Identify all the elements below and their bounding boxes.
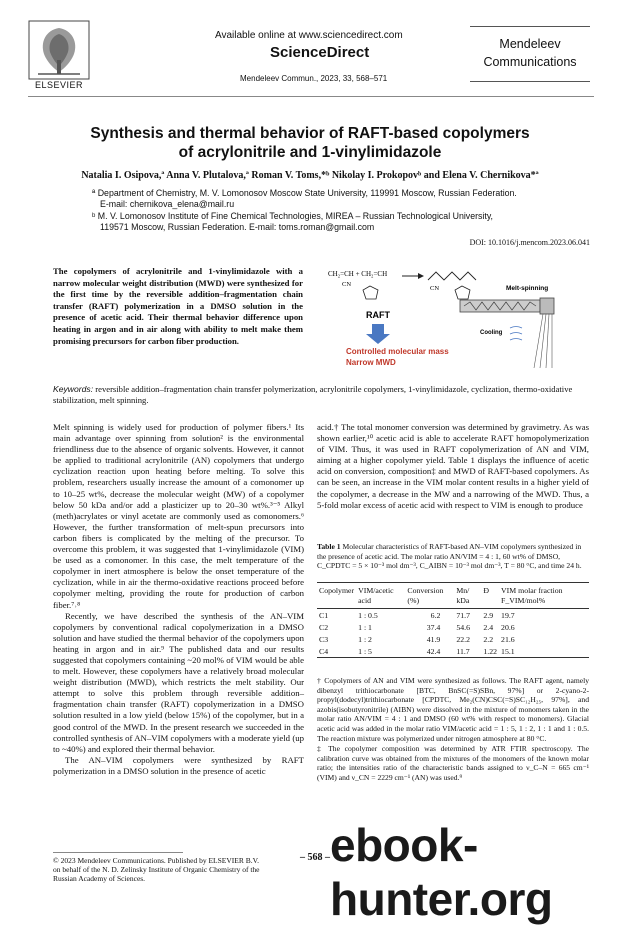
table-cell: 41.9 [426,634,441,644]
body-right-column [317,422,589,511]
result-line1: Controlled molecular mass [346,347,449,356]
table-header: Conversion (%) [405,583,454,609]
table-cell: 11.7 [454,645,481,658]
table-cell: 20.6 [501,622,515,632]
body-paragraph: acid.† The total monomer conversion was determined by gravimetry. As was shown earlier,¹⁰ acetic acid is able to accelerate RAFT homopolymerization of VIM. Thus, it was used in RAFT copolymerization of AN and VIM, aiming at a higher copolymer yield. Table 1 displays the influence of acetic acid on conversion, composition‡ and MWD of RAFT-based copolymers. As can be seen, an increase in the VIM molar content results in a higher yield of the copolymer, a decrease in the MW and a narrowing of the MWD. Thus, a 5-fold molar excess of acetic acid with respect to VIM is enough to produce [317,422,589,510]
table-cell: 42.4 [405,645,454,658]
footer-divider [53,852,183,853]
table-row [317,609,589,622]
table-header: VIM/acetic acid [356,583,405,609]
keywords [53,384,588,406]
cooling-arrows-icon [510,327,522,341]
graphical-abstract [320,262,580,372]
table-cell: C4 [317,645,356,658]
watermark: ebook-hunter.org [330,819,553,925]
polymer-imidazole-icon [455,286,470,299]
footnote: † Copolymers of AN and VIM were synthesized as follows. The RAFT agent, namely dibenzyl trithiocarbonate [BTC, BnSC(=S)SBn, 97%] or 2-cyano-2-propyl(dodecyl)trithiocarbonate [CPDTC, Me₂(CN)CSC(=S)SC₁₂H₂₅, 97%], and azobis(isobutyronitrile) (AIBN) were dissolved in the mixture of monomers taken in the molar ratio AN/VIM = 4 : 1 and DMSO (60 wt% with respect to monomers). Glacial acetic acid was added in the molar ratio VIM/acetic acid = 1 : 5, 1 : 2, 1 : 1 and 1 : 0.5. The reaction mixture was polymerized under nitrogen atmosphere at 80 °C. [317,676,589,743]
table-cell: 15.1 [499,645,589,658]
table-header: VIM molar fraction F_VIM/mol% [499,583,589,609]
table-cell: 1 : 2 [358,634,372,644]
copyright-line: © 2023 Mendeleev Communications. Published by ELSEVIER B.V. [53,856,259,865]
table-header: Đ [481,583,499,609]
raft-label: RAFT [366,310,390,320]
table-cell: 1 : 0.5 [358,610,378,620]
table-cell: 2.9 [483,610,494,620]
results-table [317,582,589,658]
page-number: – 568 – [300,852,330,863]
polymer-chain-icon [428,272,476,280]
table-cell: 54.6 [456,622,470,632]
doi-link[interactable]: DOI: 10.1016/j.mencom.2023.06.041 [469,238,590,247]
keywords-label: Keywords: [53,384,94,394]
table-cell: 22.2 [456,634,470,644]
body-left-column [53,422,304,777]
table-cell: C3 [319,634,329,644]
body-paragraph: Melt spinning is widely used for production of polymer fibers.¹ Its main advantage over spinning from solution² is the environmental friendliness due to the absence of organic solvents. However, it cannot be applied to traditional acrylonitrile (AN) copolymers that undergo cyclization reaction upon heating before melting. To solve this problem, researchers usually increase the amount of a comonomer up to 10–25 wt%, decrease the molecular weight (MW) of a copolymer below 50 kDa and/or add a plasticizer up to 20–30 wt%.³⁻⁵ Alkyl (meth)acrylates or vinyl acetate are commonly used as comonomers.⁶ However, the further transformation of melt-spun precursors into carbon fibers is complicated by the melting of the precursor. To overcome this problem, it was suggested that 1-vinylimidazole (VIM) be used as a comonomer. In this case, the melt temperature of the copolymer in inert atmosphere is below the onset temperature of the cyclization, while in air the thermo-oxidative reactions proceed before copolymer melting, providing the route for production of carbon fiber.⁷˒⁸ [53,422,304,610]
polymer-cn-label: CN [430,285,440,292]
imidazole-ring-icon [363,286,378,299]
table-caption [317,542,589,571]
table-header: Copolymer [317,583,356,609]
table-cell: 19.7 [501,610,515,620]
melt-spinning-label: Melt-spinning [506,285,549,292]
affiliation-b-line1: ᵇ M. V. Lomonosov Institute of Fine Chemical Technologies, MIREA – Russian Technological University, [92,211,494,221]
footnote: ‡ The copolymer composition was determined by ATR FTIR spectroscopy. The calibration curve was obtained from the mixtures of the monomers of the known molar ratio; the intensities ratio of the characteristic bands assigned to ν_C–N = 665 cm⁻¹ (VIM) and ν_CN = 2229 cm⁻¹ (AN) was used.⁹ [317,744,589,782]
table-cell: 2.4 [483,622,494,632]
title-line2: of acrylonitrile and 1-vinylimidazole [178,144,442,161]
sciencedirect-logo: ScienceDirect [270,44,370,61]
author-list: Natalia I. Osipova,ª Anna V. Plutalova,ª Roman V. Toms,*ᵇ Nikolay I. Prokopovᵇ and Elena V. Chernikova*ª [81,170,539,181]
table-caption-label: Table 1 [317,542,341,551]
citation: Mendeleev Commun., 2023, 33, 568–571 [240,74,388,83]
affiliation-a-line1: ª Department of Chemistry, M. V. Lomonosov Moscow State University, 119991 Moscow, Russian Federation. [92,188,517,198]
affiliation-a [92,188,562,210]
table-caption-text: Molecular characteristics of RAFT-based AN–VIM copolymers synthesized in the presence of acetic acid. The molar ratio AN/VIM = 4 : 1, 60 wt% of DMSO, C_CPDTC = 5 × 10⁻³ mol dm⁻³, C_AIBN = 10⁻³ mol dm⁻³, T = 80 °C, and time 24 h. [317,542,582,570]
graphic-cn-label: CN [342,281,352,288]
affiliation-a-email: E-mail: chernikova_elena@mail.ru [100,199,235,209]
body-paragraph: Recently, we have described the synthesis of the AN–VIM copolymers by conventional radical copolymerization in a DMSO solution and have studied the thermal behavior of the copolymers upon heating in argon and in air.⁹ The published data and our results suggested that copolymers containing ~20 mol% of VIM would be able to melt. However, these copolymers have a relatively broad molecular weight distribution (MWD), which restricts the melt stability. Our attempt to solve this problem through reversible addition–fragmentation chain transfer (RAFT) copolymerization in a DMSO solution resulted in a low yield (below 15%) of the copolymer, but in a good control of the MWD. In the present research we succeeded in the controlled synthesis of AN–VIM copolymers with a moderate yield (up to ~40%) and explored their thermal behavior. [53,610,304,754]
fibers-icon [534,314,552,368]
copyright-footer [53,856,273,883]
table-cell: 71.7 [456,610,470,620]
table-cell: C2 [319,622,329,632]
table-cell: 21.6 [501,634,515,644]
copyright-line: Russian Academy of Sciences. [53,874,146,883]
table-row [317,645,589,658]
table-cell: 1 : 5 [356,645,405,658]
elsevier-logo [28,20,90,80]
table-header: Mn/ kDa [454,583,481,609]
article-title [60,124,560,162]
keywords-list: reversible addition–fragmentation chain transfer polymerization, acrylonitrile copolymers, 1-vinylimidazole, cyclization, thermo-oxidative stabilization, melt spinning. [53,384,573,405]
journal-name-line2: Communications [483,55,577,69]
abstract: The copolymers of acrylonitrile and 1-vinylimidazole with a narrow molecular weight distribution (MWD) were synthesized for the first time by the reversible addition–fragmentation chain transfer (RAFT) polymerization in a DMSO solution in the presence of acetic acid. Their thermal behavior difference upon heating in argon and in air along with ability to melt make them promising precursors for carbon fiber production. [53,266,303,346]
publisher-name: ELSEVIER [34,80,84,90]
title-line1: Synthesis and thermal behavior of RAFT-based copolymers [90,125,530,142]
table-cell: 37.4 [426,622,441,632]
table-cell: 1 : 1 [358,622,372,632]
copyright-line: on behalf of the N. D. Zelinsky Institute of Organic Chemistry of the [53,865,260,874]
table-row [317,621,589,633]
table-cell: 6.2 [430,610,441,620]
table-cell: C1 [319,610,329,620]
journal-name-box [470,26,590,82]
table-row [317,633,589,645]
down-arrow-icon [372,324,384,334]
graphic-monomers: CH₂=CH + CH₂=CH [328,270,388,278]
header-divider [28,96,594,97]
cooling-label: Cooling [480,330,503,336]
footnotes [317,676,589,784]
affiliation-b [92,211,562,233]
affiliation-b-line2: 119571 Moscow, Russian Federation. E-mail: toms.roman@gmail.com [100,222,375,232]
available-online-text: Available online at www.sciencedirect.com [215,30,403,41]
table-cell: 2.2 [483,634,494,644]
table-cell: 1.22 [483,646,498,656]
body-paragraph: The AN–VIM copolymers were synthesized by RAFT polymerization in a DMSO solution in the presence of acetic [53,754,304,776]
journal-name-line1: Mendeleev [499,37,561,51]
result-line2: Narrow MWD [346,358,396,367]
